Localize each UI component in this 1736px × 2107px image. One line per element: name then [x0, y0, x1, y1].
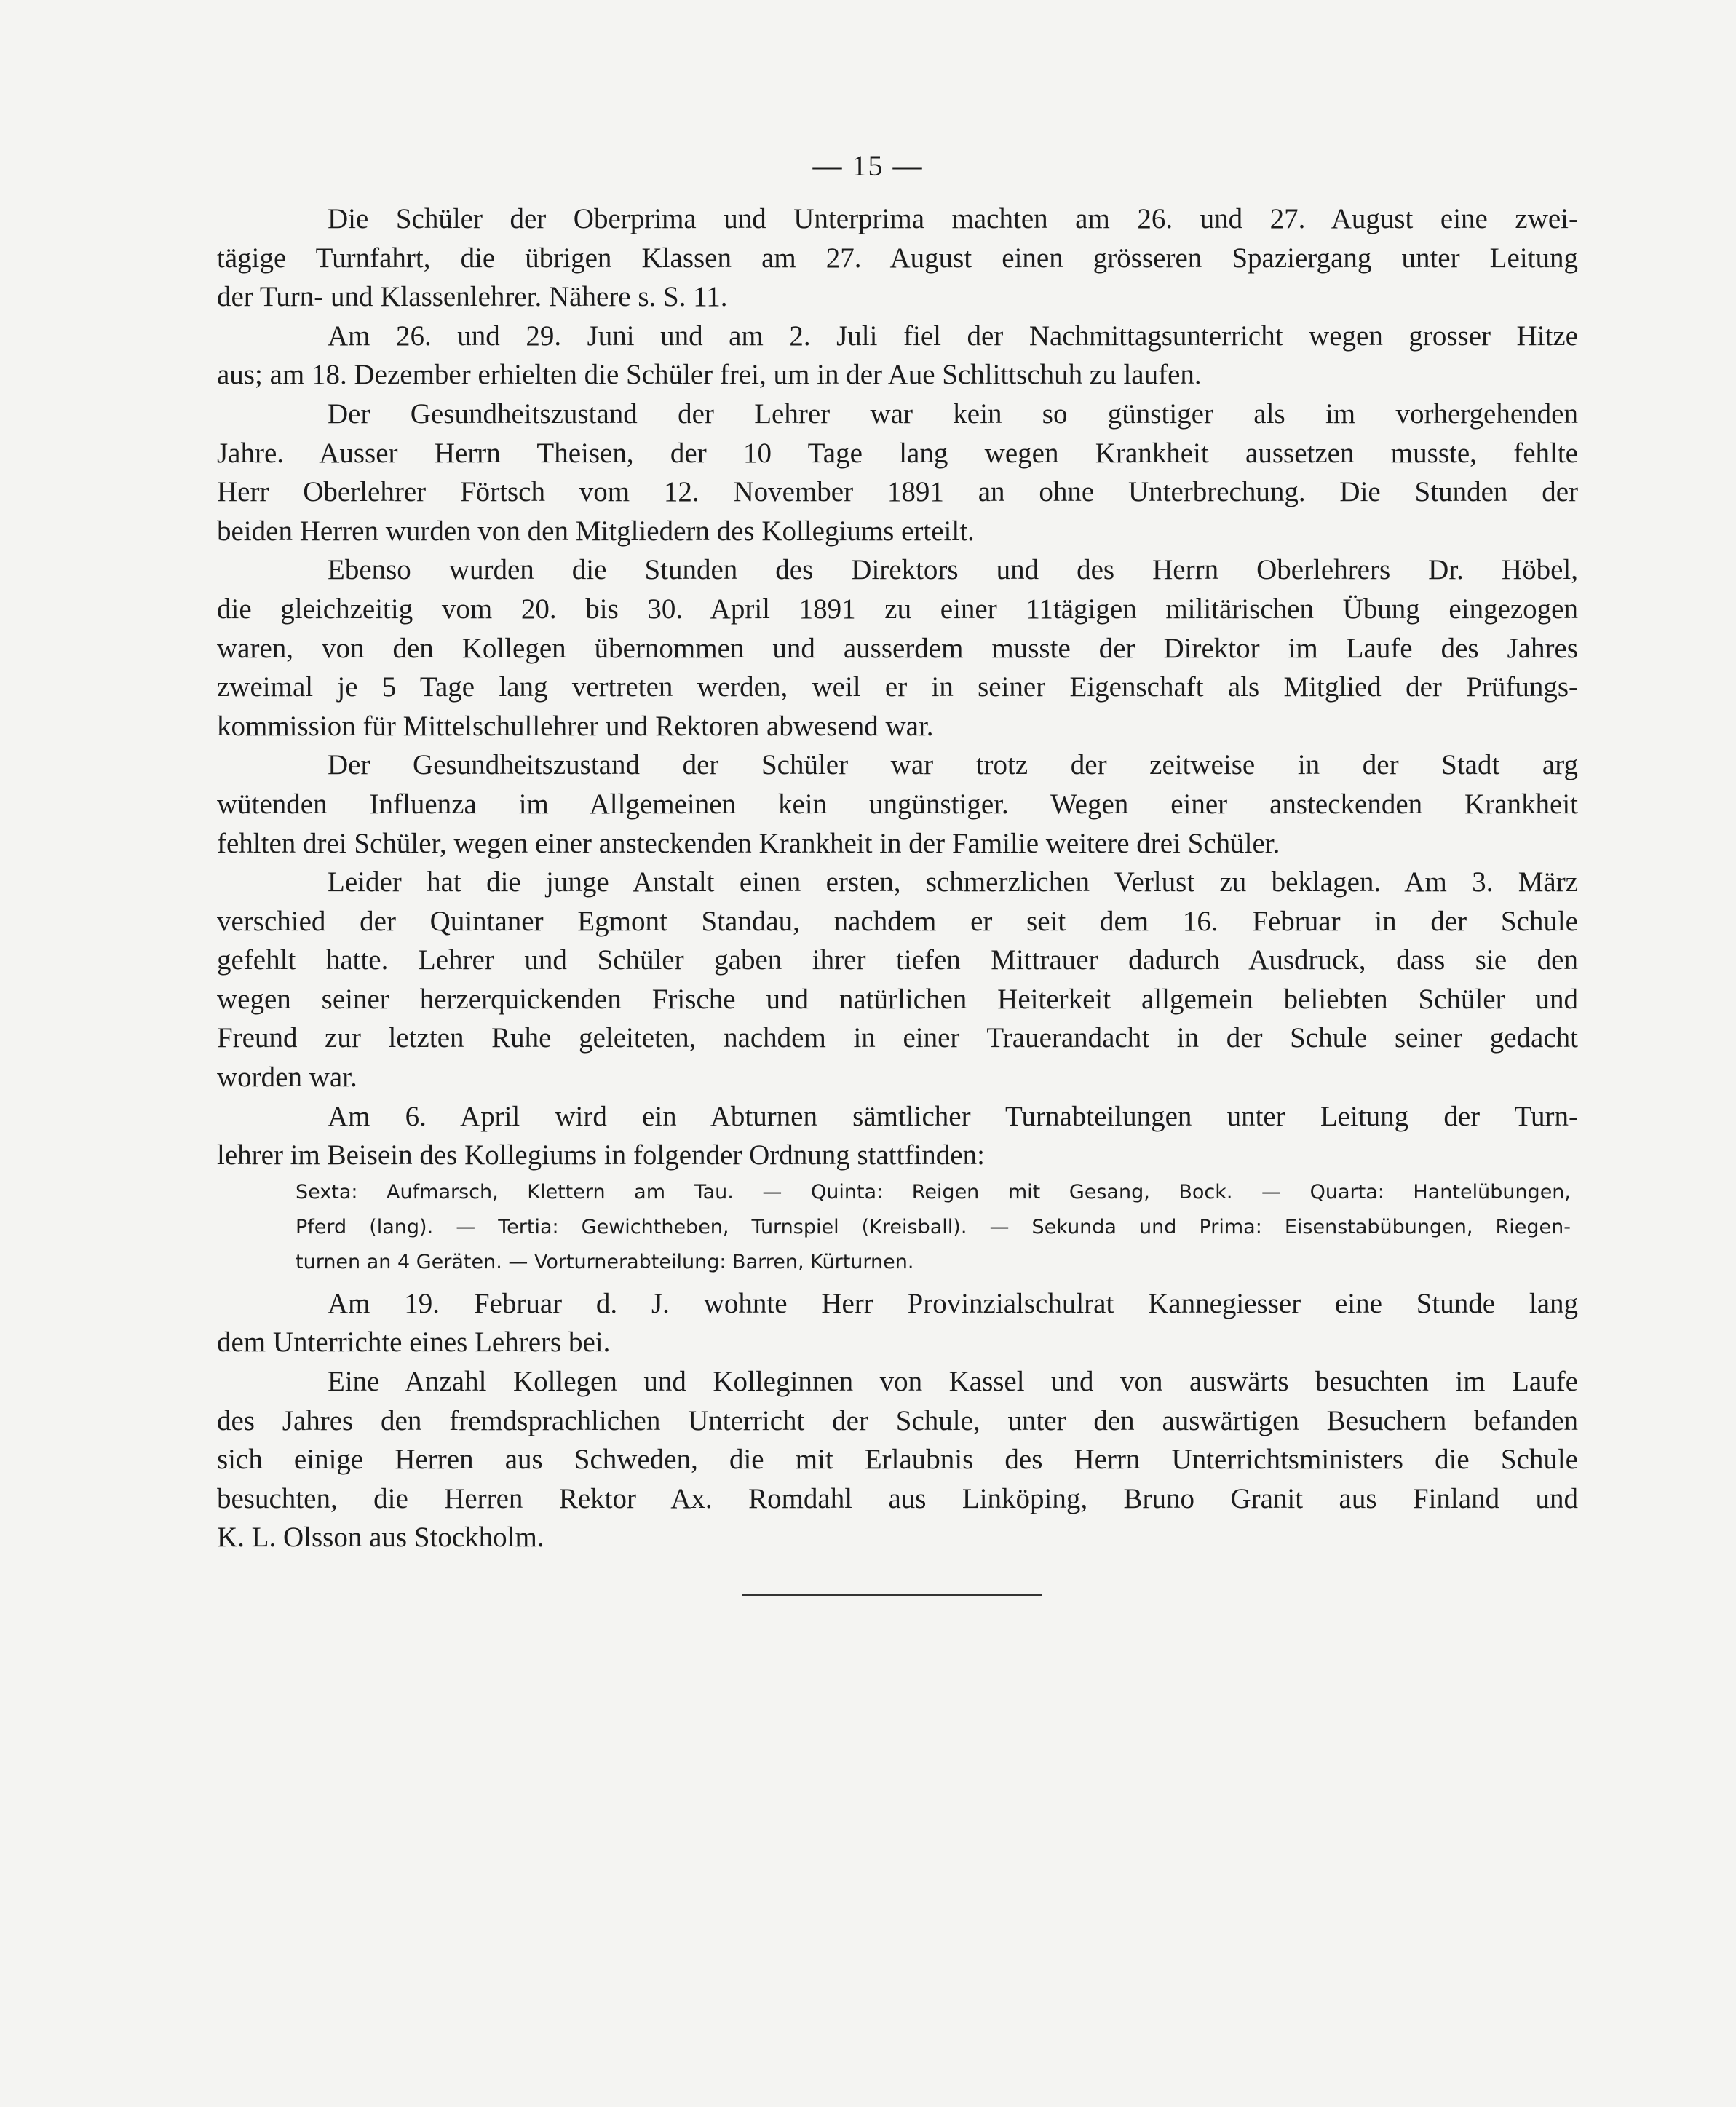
paragraph-turnfahrt: [217, 199, 1578, 317]
text-line: verschied der Quintaner Egmont Standau, nachdem er seit dem 16. Februar in der Schule: [217, 905, 1578, 937]
schedule-line: Pferd (lang). — Tertia: Gewichtheben, Turnspiel (Kreisball). — Sekunda und Prima: Eisenstabübungen, Riegen-: [296, 1215, 1571, 1238]
paragraph-vertretung: [217, 550, 1578, 746]
text-line: waren, von den Kollegen übernommen und ausserdem musste der Direktor im Laufe des Jahres: [217, 632, 1578, 664]
text-line: tägige Turnfahrt, die übrigen Klassen am 27. August einen grösseren Spaziergang unter Leitung: [217, 242, 1578, 274]
text-line: kommission für Mittelschullehrer und Rektoren abwesend war.: [217, 710, 934, 742]
text-line: besuchten, die Herren Rektor Ax. Romdahl aus Linköping, Bruno Granit aus Finland und: [217, 1482, 1578, 1514]
section-divider: [742, 1594, 1042, 1596]
abturnen-schedule: [217, 1175, 1578, 1280]
text-line: aus; am 18. Dezember erhielten die Schüler frei, um in der Aue Schlittschuh zu laufen.: [217, 359, 1202, 391]
text-line: Am 26. und 29. Juni und am 2. Juli fiel der Nachmittagsunterricht wegen grosser Hitze: [328, 320, 1578, 352]
text-line: Herr Oberlehrer Förtsch vom 12. November 1891 an ohne Unterbrechung. Die Stunden der: [217, 476, 1578, 508]
text-line: fehlten drei Schüler, wegen einer ansteckenden Krankheit in der Familie weitere drei Schüler.: [217, 827, 1280, 859]
text-line: wütenden Influenza im Allgemeinen kein ungünstiger. Wegen einer ansteckenden Krankheit: [217, 788, 1578, 820]
text-line: Am 6. April wird ein Abturnen sämtlicher Turnabteilungen unter Leitung der Turn-: [328, 1100, 1578, 1132]
paragraph-abturnen: [217, 1097, 1578, 1175]
text-line: dem Unterrichte eines Lehrers bei.: [217, 1327, 611, 1359]
paragraph-verlust: [217, 863, 1578, 1097]
text-line: Am 19. Februar d. J. wohnte Herr Provinzialschulrat Kannegiesser eine Stunde lang: [328, 1287, 1578, 1319]
text-line: beiden Herren wurden von den Mitgliedern des Kollegiums erteilt.: [217, 515, 975, 547]
text-line: gefehlt hatte. Lehrer und Schüler gaben ihrer tiefen Mittrauer dadurch Ausdruck, dass sie den: [217, 944, 1578, 976]
paragraph-gesundheit-lehrer: [217, 395, 1578, 550]
text-line: Leider hat die junge Anstalt einen ersten, schmerzlichen Verlust zu beklagen. Am 3. März: [328, 866, 1578, 898]
text-line: des Jahres den fremdsprachlichen Unterricht der Schule, unter den auswärtigen Besuchern befanden: [217, 1404, 1578, 1436]
schedule-line: Sexta: Aufmarsch, Klettern am Tau. — Quinta: Reigen mit Gesang, Bock. — Quarta: Hantelübungen,: [296, 1180, 1571, 1203]
text-line: zweimal je 5 Tage lang vertreten werden, weil er in seiner Eigenschaft als Mitglied der Prüfungs-: [217, 671, 1578, 703]
text-line: Freund zur letzten Ruhe geleiteten, nachdem in einer Trauerandacht in der Schule seiner gedacht: [217, 1022, 1578, 1054]
text-line: der Turn- und Klassenlehrer. Nähere s. S. 11.: [217, 281, 728, 313]
text-line: Eine Anzahl Kollegen und Kolleginnen von Kassel und von auswärts besuchten im Laufe: [328, 1366, 1578, 1398]
text-line: lehrer im Beisein des Kollegiums in folgender Ordnung stattfinden:: [217, 1139, 985, 1171]
page-number: — 15 —: [812, 149, 924, 182]
text-line: sich einige Herren aus Schweden, die mit Erlaubnis des Herrn Unterrichtsministers die Schule: [217, 1444, 1578, 1476]
text-line: Der Gesundheitszustand der Schüler war trotz der zeitweise in der Stadt arg: [328, 749, 1578, 781]
text-line: K. L. Olsson aus Stockholm.: [217, 1522, 544, 1554]
schedule-line: turnen an 4 Geräten. — Vorturnerabteilung: Barren, Kürturnen.: [296, 1250, 914, 1273]
text-line: Ebenso wurden die Stunden des Direktors und des Herrn Oberlehrers Dr. Höbel,: [328, 554, 1578, 586]
text-line: die gleichzeitig vom 20. bis 30. April 1891 zu einer 11tägigen militärischen Übung eingezogen: [217, 593, 1578, 625]
paragraph-provinzialschulrat: [217, 1284, 1578, 1362]
paragraph-hitzefrei: [217, 317, 1578, 395]
text-line: Die Schüler der Oberprima und Unterprima machten am 26. und 27. August eine zwei-: [328, 203, 1578, 234]
paragraph-gesundheit-schueler: [217, 746, 1578, 863]
text-line: worden war.: [217, 1062, 357, 1094]
body-text: [217, 199, 1578, 1557]
text-line: Jahre. Ausser Herrn Theisen, der 10 Tage lang wegen Krankheit aussetzen musste, fehlte: [217, 437, 1578, 469]
text-line: Der Gesundheitszustand der Lehrer war kein so günstiger als im vorhergehenden: [328, 398, 1578, 430]
paragraph-besucher: [217, 1362, 1578, 1557]
text-line: wegen seiner herzerquickenden Frische und natürlichen Heiterkeit allgemein beliebten Schüler und: [217, 983, 1578, 1015]
